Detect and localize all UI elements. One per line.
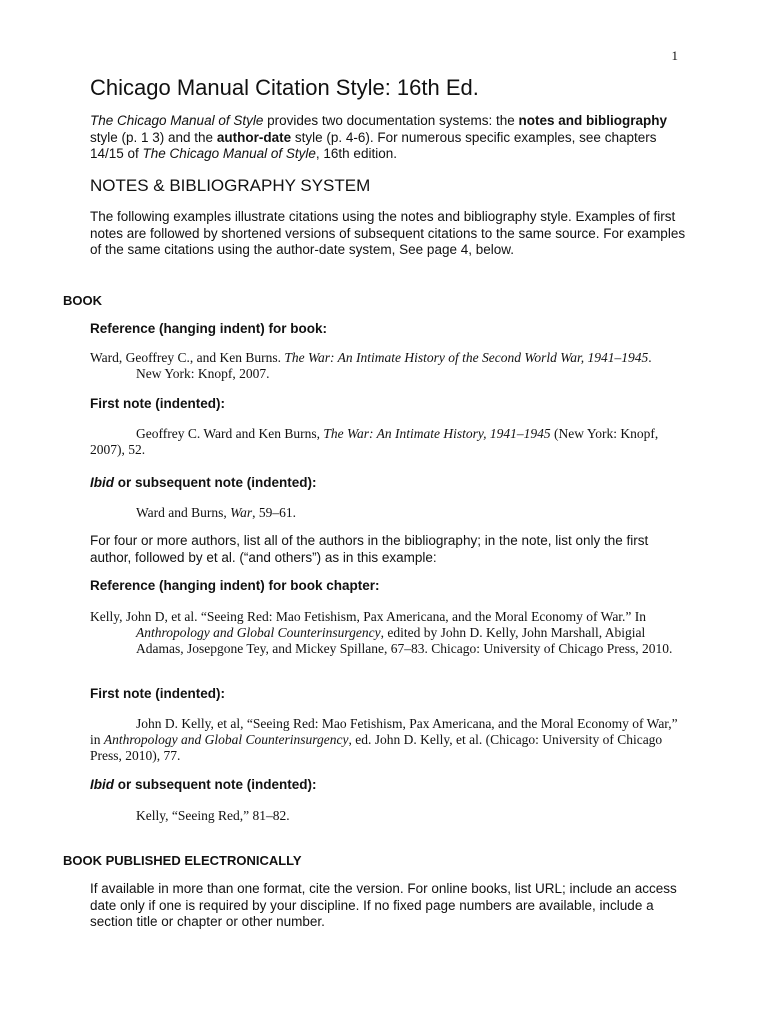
ebook-section-heading: BOOK PUBLISHED ELECTRONICALLY	[63, 853, 302, 868]
intro-book-title: The Chicago Manual of Style	[142, 146, 316, 161]
chapter-first-note-citation: John D. Kelly, et al, “Seeing Red: Mao Fetishism, Pax Americana, and the Moral Economy of War,” in Anthropology and Global Counterinsurgency, ed. John D. Kelly, et al. (Chicago: University of Chicago Press, 2010), 77.	[90, 716, 678, 763]
intro-paragraph	[90, 113, 688, 163]
book-ibid-citation: Ward and Burns, War, 59–61.	[136, 505, 297, 520]
intro-author-date: author-date	[216, 129, 292, 145]
intro-book-title: The Chicago Manual of Style	[90, 113, 264, 128]
intro-notes-bib: notes and bibliography	[518, 113, 667, 128]
book-reference-citation: Ward, Geoffrey C., and Ken Burns. The War: An Intimate History of the Second World War, 1941–1945. New York: Knopf, 2007.	[90, 350, 652, 381]
notes-bibliography-heading: NOTES & BIBLIOGRAPHY SYSTEM	[90, 176, 371, 195]
chapter-ibid-citation: Kelly, “Seeing Red,” 81–82.	[136, 808, 290, 823]
book-reference-heading: Reference (hanging indent) for book:	[90, 321, 328, 336]
intro-text: provides two documentation systems: the	[263, 113, 519, 128]
book-ibid-heading: Ibid or subsequent note (indented):	[90, 475, 317, 490]
ebook-paragraph: If available in more than one format, cite the version. For online books, list URL; include an access date only if one is required by your discipline. If no fixed page numbers are available, include a section title or chapter or other number.	[90, 881, 677, 929]
system-paragraph: The following examples illustrate citations using the notes and bibliography style. Examples of first notes are followed by shortened versions of subsequent citations to the same source. For examples of the same citations using the author-date system, See page 4, below.	[90, 209, 686, 257]
chapter-reference-heading: Reference (hanging indent) for book chapter:	[90, 578, 380, 593]
chapter-reference-citation: Kelly, John D, et al. “Seeing Red: Mao Fetishism, Pax Americana, and the Moral Economy of War.” In Anthropology and Global Counterinsurgency, edited by John D. Kelly, John Marshall, Abigial Adamas, Josepgone Tey, and Mickey Spillane, 67–83. Chicago: University of Chicago Press, 2010.	[90, 609, 673, 656]
page-title: Chicago Manual Citation Style: 16th Ed.	[90, 75, 479, 100]
four-authors-paragraph: For four or more authors, list all of the authors in the bibliography; in the note, list only the first author, followed by et al. (“and others”) as in this example:	[90, 533, 649, 565]
book-first-note-heading: First note (indented):	[90, 396, 225, 411]
book-section-heading: BOOK	[63, 293, 102, 308]
chapter-ibid-heading: Ibid or subsequent note (indented):	[90, 777, 317, 792]
intro-text: style (p. 1 3) and the	[90, 129, 217, 145]
intro-text: style (p. 4-6). For numerous specific examples, see chapters 14/15 of	[90, 129, 657, 161]
chapter-first-note-heading: First note (indented):	[90, 686, 225, 701]
intro-text: , 16th edition.	[315, 146, 397, 161]
book-first-note-citation: Geoffrey C. Ward and Ken Burns, The War: An Intimate History, 1941–1945 (New York: Knopf, 2007), 52.	[90, 426, 659, 457]
page-number: 1	[671, 48, 678, 63]
